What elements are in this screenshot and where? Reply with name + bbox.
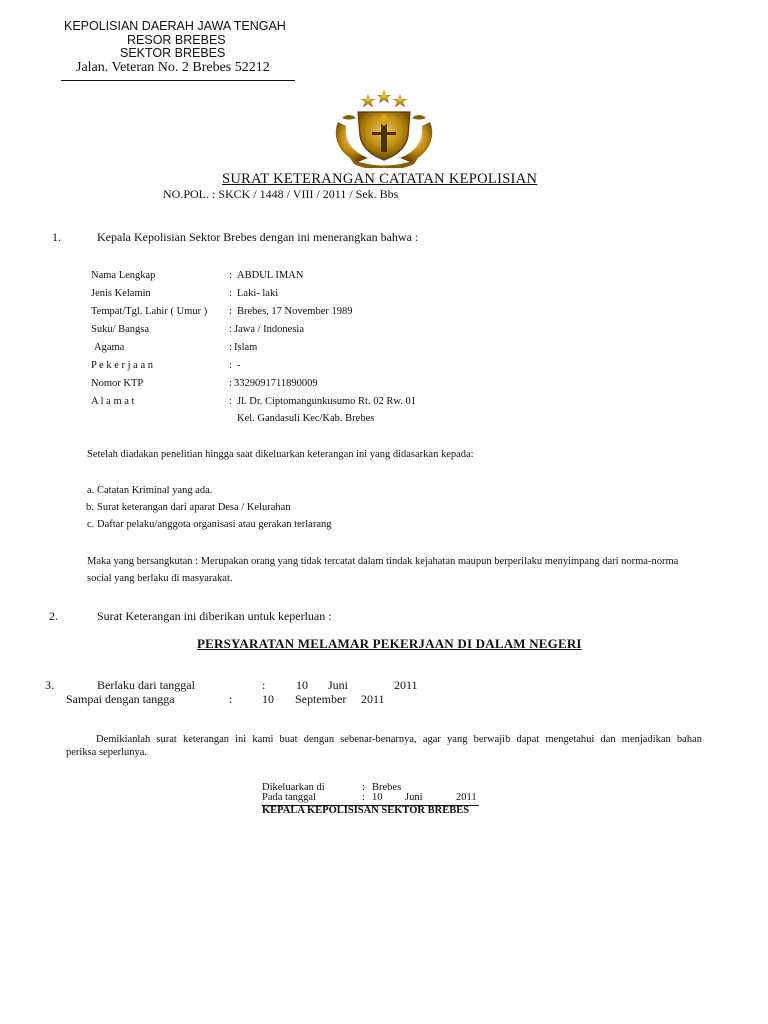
identity-address-line-2: Kel. Gandasuli Kec/Kab. Brebes [237, 413, 375, 424]
closing-line-2: periksa seperlunya. [66, 747, 148, 758]
identity-value: ABDUL IMAN [237, 270, 304, 281]
signatory-title: KEPALA KEPOLISISAN SEKTOR BREBES [262, 805, 470, 816]
identity-sep: : [229, 342, 232, 353]
document-title: SURAT KETERANGAN CATATAN KEPOLISIAN [222, 171, 538, 187]
identity-value: Jl. Dr. Ciptomangunkusumo Rt. 02 Rw. 01 [237, 396, 416, 407]
identity-label: Suku/ Bangsa [91, 324, 150, 335]
identity-sep: : [229, 360, 232, 371]
police-emblem-icon [328, 88, 440, 168]
valid-until-sep: : [229, 692, 233, 706]
identity-sep: : [229, 378, 232, 389]
letterhead-divider [61, 80, 295, 81]
list-item: Surat keterangan dari aparat Desa / Kelurahan [97, 502, 291, 513]
identity-value: - [237, 360, 241, 371]
identity-value: Jawa / Indonesia [234, 324, 304, 335]
valid-from-month: Juni [328, 678, 349, 692]
conclusion-line-1: Maka yang bersangkutan : Merupakan orang yang tidak tercatat dalam tindak kejahatan maupun berperilaku menyimpang dari norma-norma [87, 556, 679, 567]
conclusion-line-2: social yang berlaku di masyarakat. [87, 573, 233, 584]
issued-place-sep: : [362, 782, 365, 793]
closing-line-1: Demikianlah surat keterangan ini kami buat dengan sebenar-benarnya, agar yang berwajib dapat mengetahui dan menjadikan bahan [96, 734, 702, 745]
identity-label: Nama Lengkap [91, 270, 156, 281]
letterhead-address: Jalan. Veteran No. 2 Brebes 52212 [76, 60, 270, 75]
list-item-marker: b. [86, 502, 94, 513]
valid-from-year: 2011 [394, 678, 418, 692]
document-number: NO.POL. : SKCK / 1448 / VIII / 2011 / Sek. Bbs [163, 187, 399, 201]
valid-from-label: Berlaku dari tanggal [97, 678, 195, 692]
identity-label: Nomor KTP [91, 378, 144, 389]
issued-date-label: Pada tanggal [262, 792, 316, 803]
identity-value: 3329091711890009 [234, 378, 318, 389]
identity-sep: : [229, 396, 232, 407]
letterhead-line-1: KEPOLISIAN DAERAH JAWA TENGAH [64, 19, 286, 33]
valid-until-day: 10 [262, 692, 274, 706]
identity-label: Jenis Kelamin [91, 288, 151, 299]
issued-date-month: Juni [405, 792, 423, 803]
identity-sep: : [229, 270, 232, 281]
identity-sep: : [229, 324, 232, 335]
identity-label: A l a m a t [91, 396, 135, 407]
section-1-text: Kepala Kepolisian Sektor Brebes dengan ini menerangkan bahwa : [97, 230, 419, 244]
valid-until-label: Sampai dengan tangga [66, 692, 175, 706]
list-item-marker: c. [87, 519, 95, 530]
issued-place-label: Dikeluarkan di [262, 782, 325, 793]
issued-date-year: 2011 [456, 792, 477, 803]
list-item: Catatan Kriminal yang ada. [97, 485, 213, 496]
identity-value: Laki- laki [237, 288, 279, 299]
section-2-text: Surat Keterangan ini diberikan untuk keperluan : [97, 609, 332, 623]
issued-date-row [262, 792, 479, 806]
list-item: Daftar pelaku/anggota organisasi atau gerakan terlarang [97, 519, 332, 530]
identity-value: Islam [234, 342, 258, 353]
identity-label: Agama [94, 342, 125, 353]
purpose-heading: PERSYARATAN MELAMAR PEKERJAAN DI DALAM NEGERI [197, 636, 582, 651]
valid-until-year: 2011 [361, 692, 385, 706]
identity-label: P e k e r j a a n [91, 360, 154, 371]
list-item-marker: a. [87, 485, 95, 496]
identity-sep: : [229, 306, 232, 317]
valid-from-sep: : [262, 678, 266, 692]
letterhead-line-2: RESOR BREBES [127, 33, 226, 47]
valid-until-month: September [295, 692, 347, 706]
research-text: Setelah diadakan penelitian hingga saat dikeluarkan keterangan ini yang didasarkan kepada: [87, 449, 474, 460]
letterhead-line-3: SEKTOR BREBES [120, 46, 226, 60]
issued-date-sep: : [362, 792, 365, 803]
identity-value: Brebes, 17 November 1989 [237, 306, 353, 317]
issued-place-value: Brebes [372, 782, 402, 793]
section-3-number: 3. [45, 678, 54, 692]
valid-from-day: 10 [296, 678, 308, 692]
section-2-number: 2. [49, 609, 58, 623]
section-1-number: 1. [52, 230, 61, 244]
identity-label: Tempat/Tgl. Lahir ( Umur ) [91, 306, 208, 317]
identity-sep: : [229, 288, 232, 299]
issued-date-day: 10 [372, 792, 383, 803]
